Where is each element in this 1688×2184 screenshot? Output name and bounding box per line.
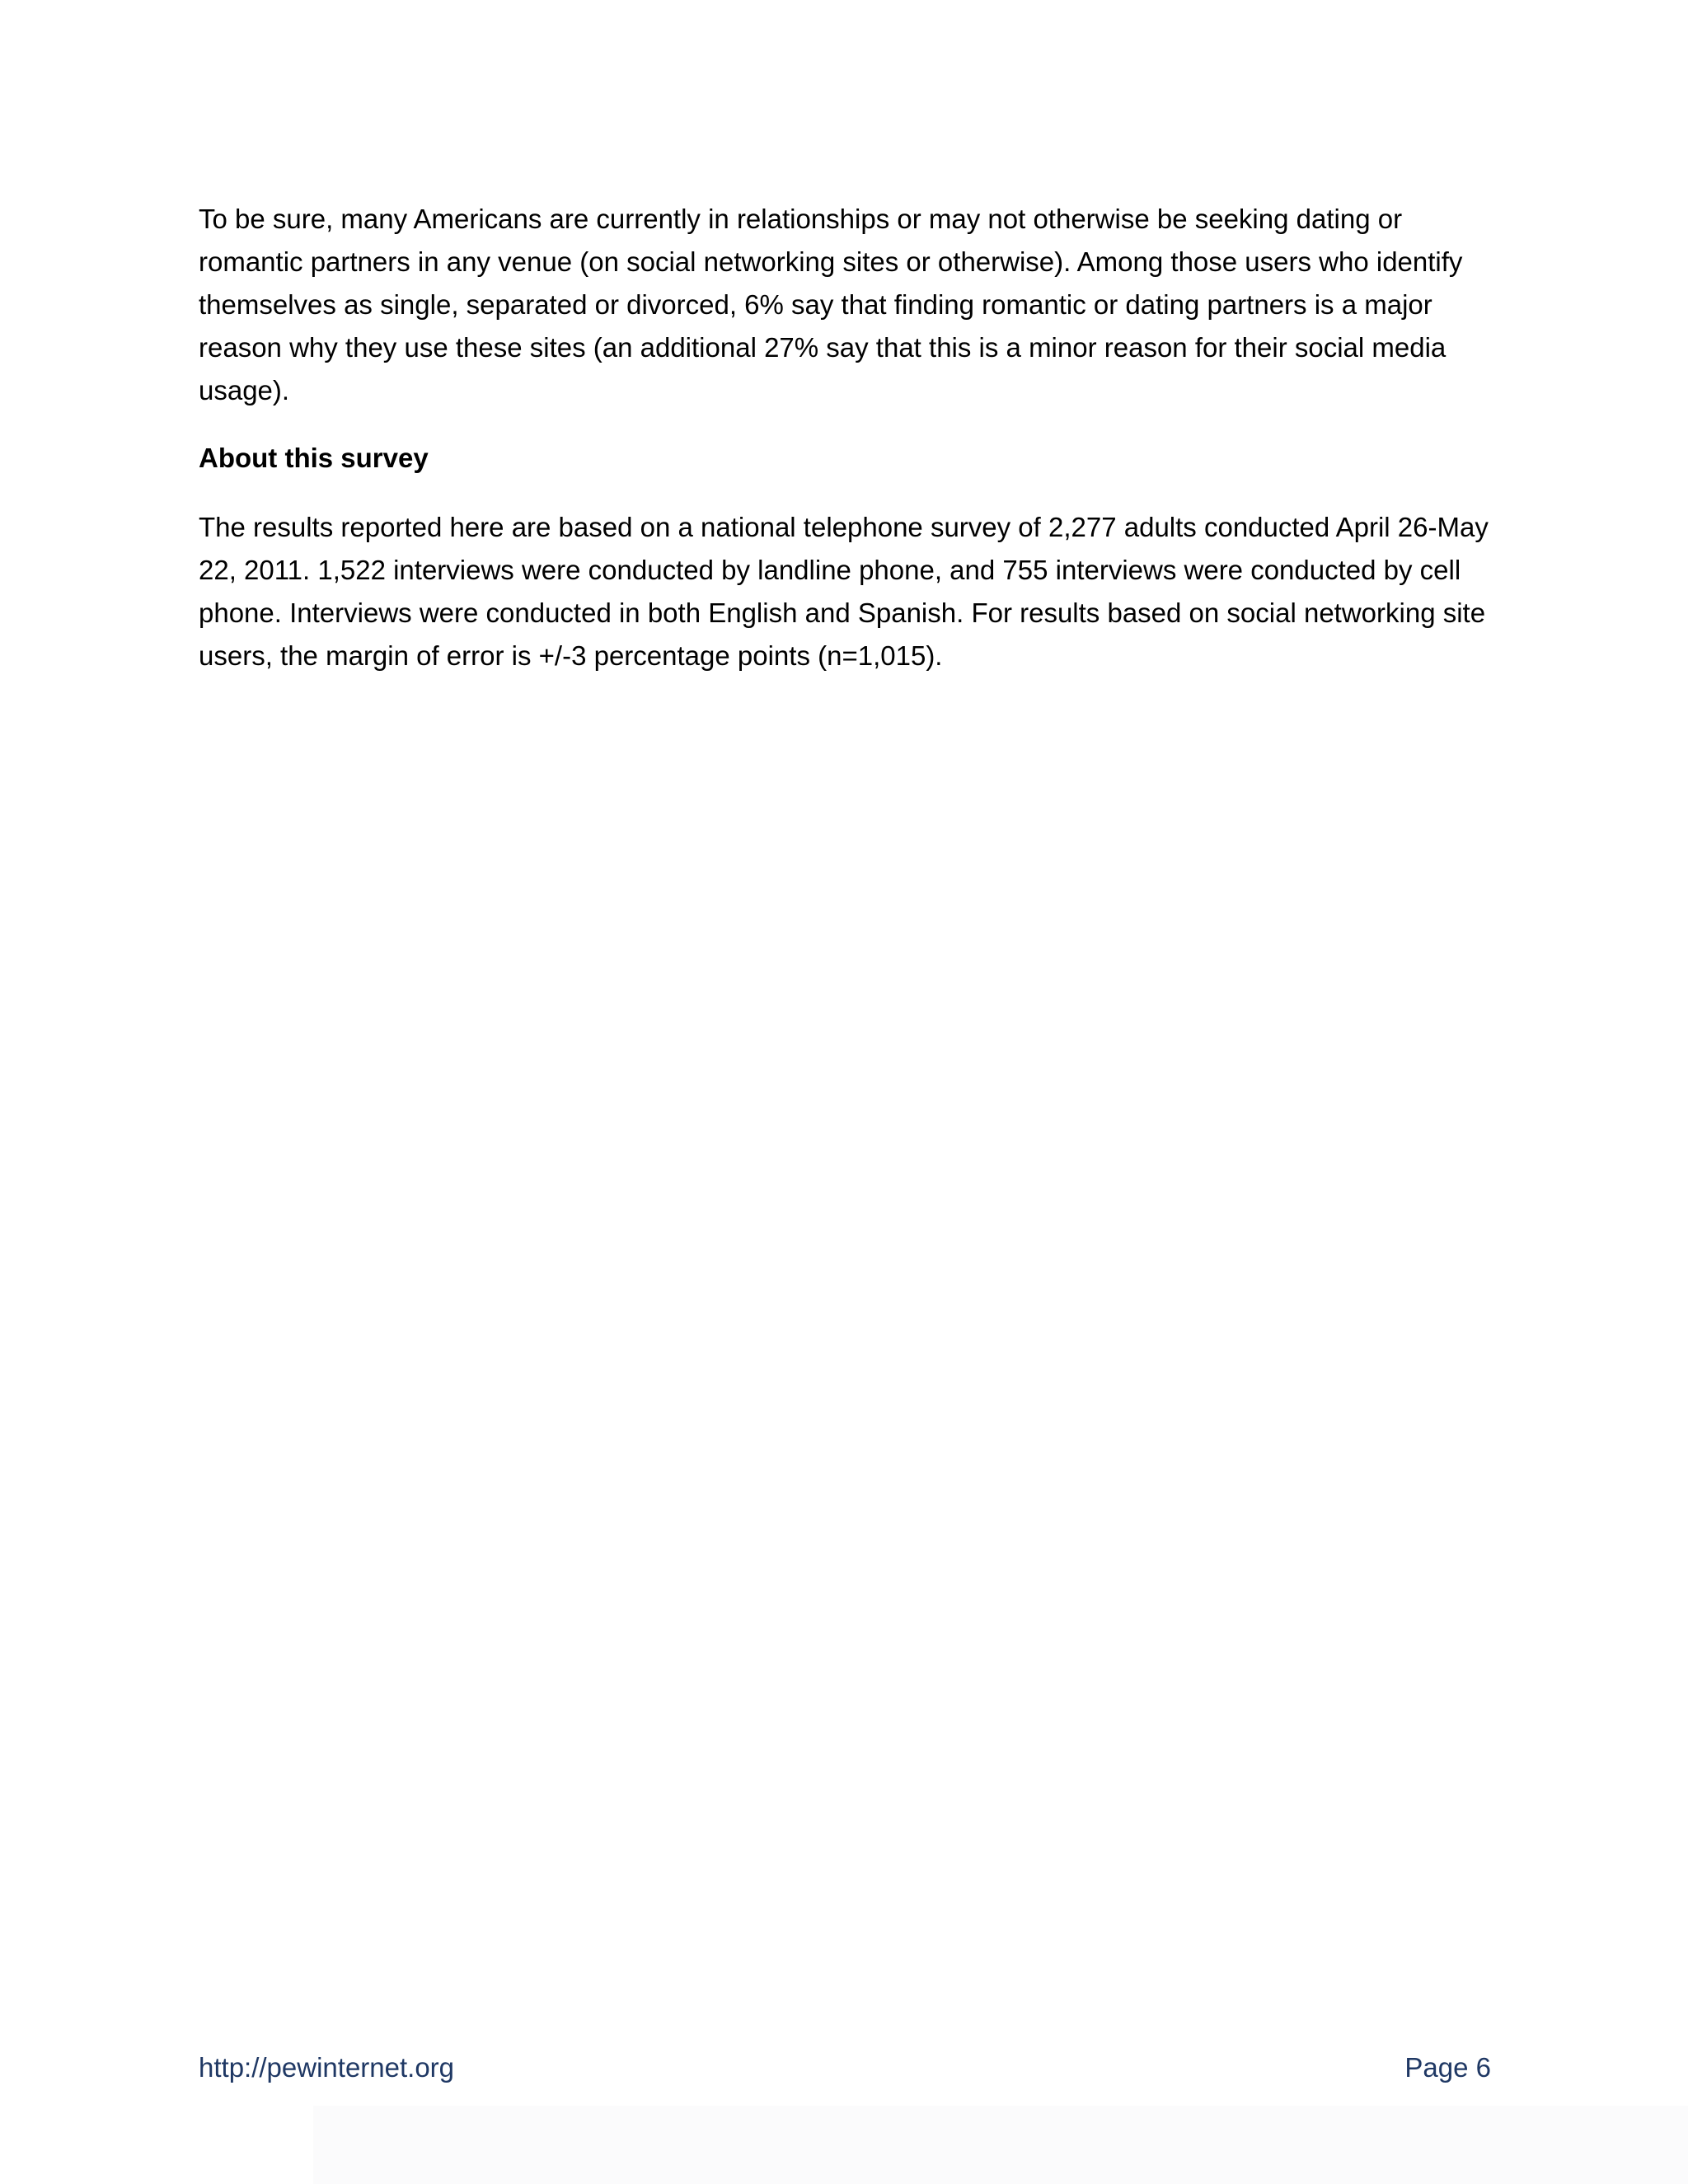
page-footer bbox=[199, 2047, 1491, 2088]
bottom-shade bbox=[313, 2106, 1688, 2184]
page-content bbox=[199, 198, 1491, 677]
page-number: Page 6 bbox=[1404, 2052, 1491, 2083]
body-paragraph-survey-method: The results reported here are based on a national telephone survey of 2,277 adults conducted April 26-May 22, 2011. 1,522 interviews were conducted by landline phone, and 755 interviews were conducted by cell phone. Interviews were conducted in both English and Spanish. For results based on social networking site users, the margin of error is +/-3 percentage points (n=1,015). bbox=[199, 512, 1489, 671]
section-heading-about-survey: About this survey bbox=[199, 443, 429, 473]
footer-url-link[interactable]: http://pewinternet.org bbox=[199, 2052, 455, 2083]
body-paragraph-relationships: To be sure, many Americans are currently in relationships or may not otherwise be seeking dating or romantic partners in any venue (on social networking sites or otherwise). Among those users who identify themselves as single, separated or divorced, 6% say that finding romantic or dating partners is a major reason why they use these sites (an additional 27% say that this is a minor reason for their social media usage). bbox=[199, 204, 1463, 405]
